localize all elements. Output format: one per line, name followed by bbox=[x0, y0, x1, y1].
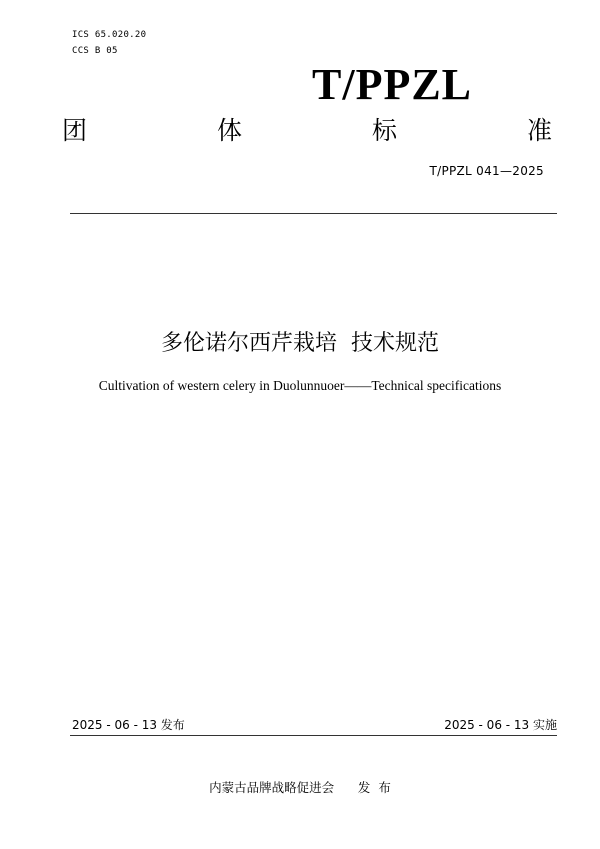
top-divider bbox=[70, 213, 557, 214]
organization-logo: T/PPZL bbox=[312, 60, 473, 109]
ccs-code: CCS B 05 bbox=[72, 46, 118, 56]
document-title-chinese: 多伦诺尔西芹栽培 技术规范 bbox=[161, 331, 439, 356]
issuing-organization: 内蒙古品牌战略促进会 发 布 bbox=[209, 780, 391, 795]
standard-number: T/PPZL 041—2025 bbox=[429, 164, 544, 178]
bottom-divider bbox=[70, 735, 557, 736]
standard-type-char: 体 bbox=[216, 116, 242, 145]
implement-date: 2025 - 06 - 13 实施 bbox=[444, 718, 557, 732]
standard-type-char: 标 bbox=[371, 116, 397, 145]
publish-date: 2025 - 06 - 13 发布 bbox=[72, 718, 185, 732]
standard-type-char: 准 bbox=[526, 116, 552, 145]
ics-code: ICS 65.020.20 bbox=[72, 30, 147, 40]
standard-type-char: 团 bbox=[62, 116, 88, 145]
document-title-english: Cultivation of western celery in Duolunnuoer——Technical specifications bbox=[98, 378, 502, 393]
standard-type-heading bbox=[62, 113, 552, 149]
